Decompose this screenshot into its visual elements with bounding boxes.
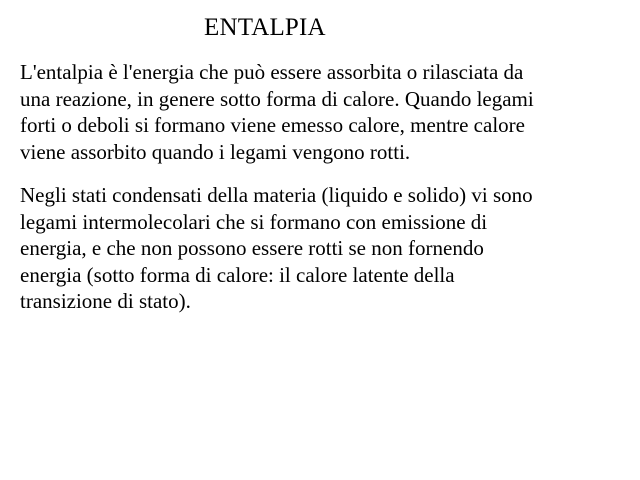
- page-title: ENTALPIA: [204, 14, 326, 41]
- paragraph-condensed-states: Negli stati condensati della materia (liquido e solido) vi sono legami intermolecolari che si formano con emissione di energia, e che non possono essere rotti se non fornendo energia (sotto forma di calore: il calore latente della transizione di stato).: [20, 183, 533, 313]
- paragraph-enthalpy-definition: L'entalpia è l'energia che può essere assorbita o rilasciata da una reazione, in genere sotto forma di calore. Quando legami forti o deboli si formano viene emesso calore, mentre calore viene assorbito quando i legami vengono rotti.: [20, 60, 534, 164]
